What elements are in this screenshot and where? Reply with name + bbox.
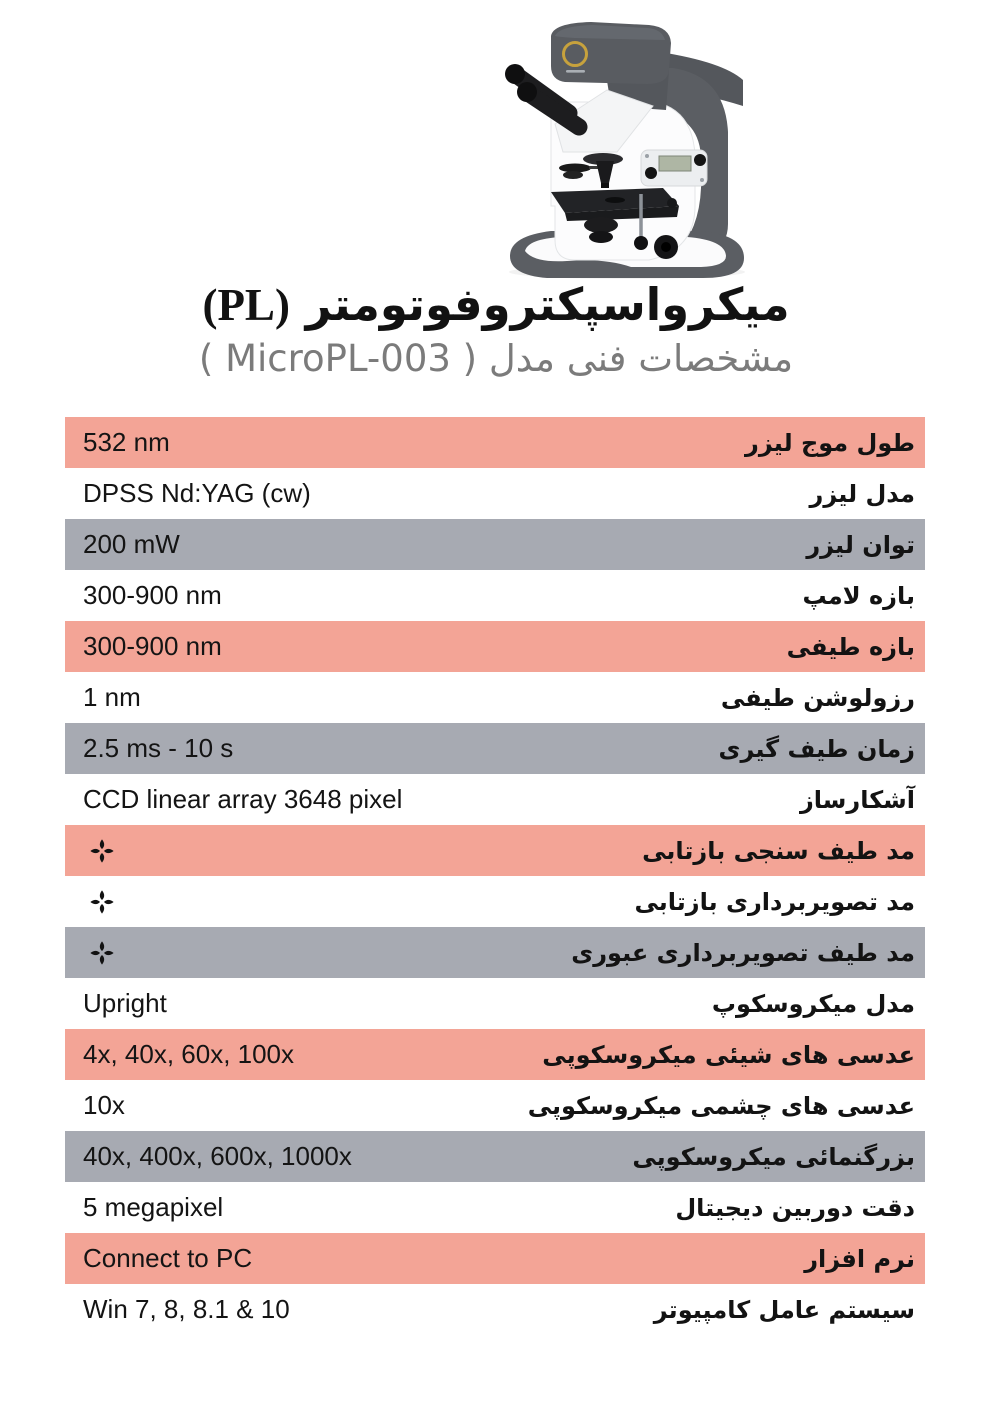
four-petal-check-icon	[89, 889, 115, 915]
table-row	[65, 978, 925, 1029]
title-block	[0, 279, 992, 379]
spec-value: Connect to PC	[83, 1243, 253, 1273]
table-row	[65, 774, 925, 825]
spec-label: مد طیف تصویربرداری عبوری	[571, 938, 915, 967]
spec-value: 300-900 nm	[83, 631, 222, 661]
four-petal-check-icon	[65, 940, 115, 966]
table-row	[65, 621, 925, 672]
spec-value: DPSS Nd:YAG (cw)	[83, 478, 311, 508]
upright-microscope-illustration	[452, 10, 758, 280]
spec-value: 200 mW	[83, 529, 180, 559]
table-row	[65, 927, 925, 978]
spec-label: طول موج لیزر	[745, 428, 915, 457]
spec-label: عدسی های چشمی میکروسکوپی	[527, 1091, 915, 1120]
table-row	[65, 519, 925, 570]
four-petal-check-icon	[65, 838, 115, 864]
spec-label: بازه طیفی	[786, 632, 915, 661]
spec-label: مد تصویربرداری بازتابی	[634, 887, 915, 916]
page-title	[0, 279, 992, 332]
page-title-latin: (PL)	[202, 280, 290, 330]
table-row	[65, 1182, 925, 1233]
page-subtitle: مشخصات فنی مدل ( MicroPL-003 )	[198, 336, 794, 380]
four-petal-check-icon	[89, 940, 115, 966]
spec-label: رزولوشن طیفی	[720, 683, 915, 712]
table-row	[65, 1233, 925, 1284]
spec-label: نرم افزار	[804, 1244, 915, 1273]
page-title-farsi: میکرواسپکتروفوتومتر	[305, 278, 790, 331]
four-petal-check-icon	[89, 838, 115, 864]
spec-label: مدل لیزر	[809, 479, 915, 508]
table-row	[65, 1080, 925, 1131]
table-row	[65, 876, 925, 927]
spec-label: مدل میکروسکوپ	[711, 989, 915, 1018]
spec-label: بازه لامپ	[802, 581, 915, 610]
table-row	[65, 570, 925, 621]
spec-label: بزرگنمائی میکروسکوپی	[632, 1142, 915, 1171]
spec-label: عدسی های شیئی میکروسکوپی	[542, 1040, 915, 1069]
spec-value: Upright	[83, 988, 167, 1018]
spec-value: 10x	[83, 1090, 125, 1120]
table-row	[65, 468, 925, 519]
table-row	[65, 723, 925, 774]
spec-table	[65, 417, 925, 1335]
spec-label: زمان طیف گیری	[718, 734, 915, 763]
spec-value: 40x, 400x, 600x, 1000x	[83, 1141, 352, 1171]
spec-value: 1 nm	[83, 682, 141, 712]
spec-value: 532 nm	[83, 427, 170, 457]
four-petal-check-icon	[65, 889, 115, 915]
spec-value: 2.5 ms - 10 s	[83, 733, 234, 763]
table-row	[65, 1131, 925, 1182]
spec-label: آشکارساز	[799, 785, 915, 814]
spec-label: مد طیف سنجی بازتابی	[642, 836, 915, 865]
table-row	[65, 672, 925, 723]
spec-value: 300-900 nm	[83, 580, 222, 610]
spec-value: CCD linear array 3648 pixel	[83, 784, 403, 814]
table-row	[65, 825, 925, 876]
table-row	[65, 1029, 925, 1080]
spec-value: 5 megapixel	[83, 1192, 224, 1222]
spec-value: Win 7, 8, 8.1 & 10	[83, 1294, 290, 1324]
table-row	[65, 1284, 925, 1335]
table-row	[65, 417, 925, 468]
spec-label: توان لیزر	[806, 530, 915, 559]
spec-value: 4x, 40x, 60x, 100x	[83, 1039, 295, 1069]
microscope-image	[452, 10, 758, 280]
lcd-screen	[659, 156, 691, 171]
spec-label: دقت دوربین دیجیتال	[675, 1193, 915, 1222]
spec-label: سیستم عامل کامپیوتر	[653, 1295, 915, 1324]
